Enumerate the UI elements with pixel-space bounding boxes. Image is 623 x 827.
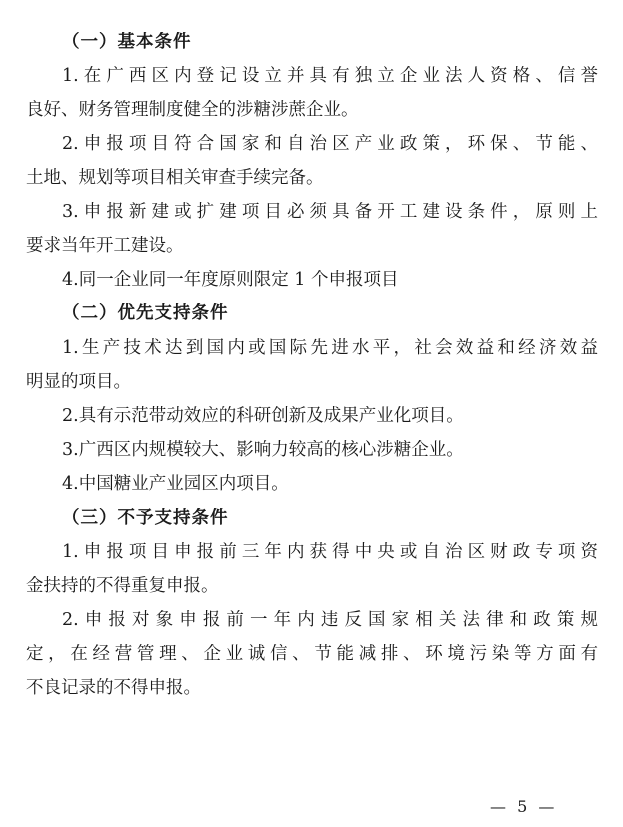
paragraph-line: 2.申报项目符合国家和自治区产业政策，环保、节能、 [62, 134, 598, 154]
paragraph-line: 明显的项目。 [26, 372, 131, 392]
paragraph-line: 良好、财务管理制度健全的涉糖涉蔗企业。 [26, 100, 359, 120]
section-heading-basic-conditions: （一）基本条件 [62, 32, 192, 52]
paragraph-line: 1.在广西区内登记设立并具有独立企业法人资格、信誉 [62, 66, 598, 86]
paragraph-line: 要求当年开工建设。 [26, 236, 184, 256]
paragraph-line: 2.具有示范带动效应的科研创新及成果产业化项目。 [62, 406, 464, 426]
paragraph-line: 4.中国糖业产业园区内项目。 [62, 474, 289, 494]
page-number: — 5 — [490, 797, 558, 816]
paragraph-line: 1.申报项目申报前三年内获得中央或自治区财政专项资 [62, 542, 598, 562]
paragraph-line: 金扶持的不得重复申报。 [26, 576, 219, 596]
paragraph-line: 土地、规划等项目相关审查手续完备。 [26, 168, 324, 188]
paragraph-line: 3.广西区内规模较大、影响力较高的核心涉糖企业。 [62, 440, 464, 460]
section-heading-priority-support: （二）优先支持条件 [62, 303, 229, 323]
paragraph-line: 4.同一企业同一年度原则限定 1 个申报项目 [62, 270, 399, 290]
paragraph-line: 3.申报新建或扩建项目必须具备开工建设条件，原则上 [62, 202, 598, 222]
paragraph-line: 定，在经营管理、企业诚信、节能减排、环境污染等方面有 [26, 644, 598, 664]
paragraph-line: 不良记录的不得申报。 [26, 678, 201, 698]
paragraph-line: 2.申报对象申报前一年内违反国家相关法律和政策规 [62, 610, 598, 630]
section-heading-no-support: （三）不予支持条件 [62, 508, 229, 528]
paragraph-line: 1.生产技术达到国内或国际先进水平，社会效益和经济效益 [62, 338, 598, 358]
